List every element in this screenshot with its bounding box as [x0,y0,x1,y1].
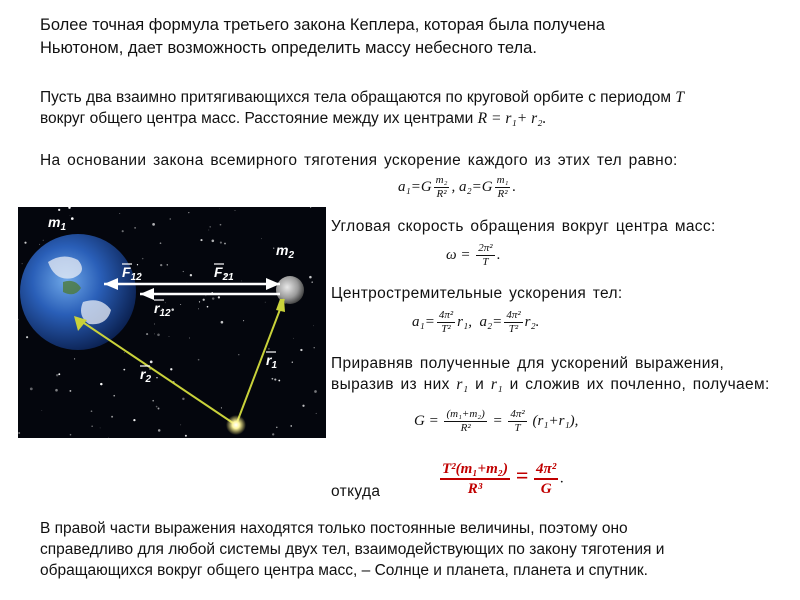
star [154,334,155,335]
equation-omega [446,242,500,269]
label-r2: $r_2$ [140,366,152,385]
omega-end: . [496,246,501,263]
star [206,295,207,296]
star [198,309,199,310]
distance-formula: R = r₁+ r₂. [477,110,547,127]
label-r1: $r_1$ [266,352,278,371]
star [185,435,187,437]
eq-end: . [512,178,517,195]
star [22,263,23,264]
cent-frac-1 [437,309,455,336]
star [302,405,304,407]
setup-paragraph [40,87,684,129]
vector-bars [122,264,276,366]
setup-line-1 [40,87,684,108]
star [150,361,153,364]
star [207,306,209,308]
star [18,432,20,434]
star [18,319,19,321]
label-f21: $F_{21}$ [214,264,234,283]
g-frac-2 [508,408,526,435]
star [265,302,266,303]
star [224,243,226,245]
star [208,230,209,231]
g-den-1: R² [460,422,471,434]
final-eq: = [515,462,529,488]
star [188,212,189,213]
cent-a2: a₂= [479,313,503,330]
star [212,297,214,299]
equate-line-1: Приравняв полученные для ускорений выражения, [331,355,725,372]
g-eq: = [492,412,503,429]
star [182,398,184,400]
centripetal-text: Центростремительные ускорения тел: [331,285,623,302]
intro-line-1: Более точная формула третьего закона Кеплера, которая была получена [40,16,605,34]
star [133,419,135,421]
star [199,301,200,302]
star [274,379,276,381]
star [219,208,220,209]
earth-planet [20,234,136,350]
star [218,296,220,298]
star [221,407,222,408]
star [243,320,244,321]
star [278,380,280,382]
star [292,362,293,363]
star [74,358,75,359]
star [169,336,170,337]
intro-paragraph [40,14,605,60]
equation-accelerations [398,174,516,201]
cent-a1: a₁= [412,313,435,330]
star [314,390,317,393]
eq-a1-fraction [434,174,450,201]
conclusion-line-3: обращающихся вокруг общего центра масс, – Солнце и планета, планета и спутник. [40,562,648,579]
star [313,325,314,326]
eq-sep: , [451,178,456,195]
star [137,264,138,265]
g-lhs: G = [414,412,439,429]
star [39,244,40,245]
intro-line-2: Ньютоном, дает возможность определить массу небесного тела. [40,39,537,57]
period-symbol: T [675,89,684,106]
star [100,383,102,385]
star [276,427,277,428]
star [198,359,200,361]
eq-a1-den: R² [436,188,447,200]
setup-line-2 [40,108,684,129]
label-f12: $F_{12}$ [122,264,142,283]
star [180,304,181,305]
star [160,264,162,266]
star [220,242,222,244]
star [92,426,93,427]
eq-a2-fraction [495,174,511,201]
star [203,299,205,301]
conclusion-line-1: В правой части выражения находятся только постоянные величины, поэтому оно [40,520,628,537]
g-den-2: T [514,422,521,434]
cent-den-2: T² [508,323,519,335]
equate-line-2c: и сложив их почленно, получаем: [509,376,770,393]
conclusion-line-2: справедливо для любой системы двух тел, взаимодействующих по закону тяготения и [40,541,665,558]
cent-r2: r₂. [524,313,540,330]
star [152,223,155,226]
equate-and: и [475,376,485,393]
star [157,334,160,337]
star [293,338,294,339]
star [113,395,115,397]
star [314,347,315,348]
star [154,324,155,325]
star [273,248,274,249]
star [134,227,136,229]
center-of-mass [226,415,246,435]
star [56,374,58,376]
star [58,209,60,211]
eq-a2-lhs: a₂=G [458,178,493,195]
g-num-2: 4π² [510,408,525,420]
omega-num: 2π² [478,242,493,254]
star [180,425,181,426]
star [261,238,262,239]
star [111,416,113,418]
star [190,274,192,276]
star [108,437,109,438]
eq-a1-lhs: a₁=G [398,178,432,195]
final-end: . [560,470,564,487]
star [290,425,291,426]
star [309,276,312,279]
equate-r1: r₁ [456,376,469,393]
star [235,210,236,211]
star [170,368,172,370]
setup-line-2-text: вокруг общего центра масс. Расстояние между их центрами [40,110,474,127]
setup-line-1-text: Пусть два взаимно притягивающихся тела обращаются по круговой орбите с периодом [40,89,672,106]
star [124,352,125,353]
star [171,308,174,311]
g-rhs: (r₁+r₁), [532,412,579,429]
equate-line-2a: выразив из них [331,376,450,393]
star [160,242,162,244]
star [183,271,184,272]
star [100,428,101,429]
g-frac-1 [444,408,486,435]
final-num-2: 4π² [534,460,558,480]
star [43,240,44,241]
star [152,400,154,402]
star [212,240,215,243]
star [71,217,74,220]
star [220,224,222,226]
eq-a2-num: m₁ [496,174,509,186]
equation-final [438,460,564,498]
omega-den: T [482,256,489,268]
star [167,264,168,265]
label-r12: $r_{12}$ [154,300,171,319]
star [238,354,239,355]
star [310,207,311,208]
star [58,373,60,375]
star [165,302,166,303]
equate-line-2 [331,374,770,395]
final-frac-1 [440,460,510,498]
cent-frac-2 [504,309,522,336]
star [70,434,72,436]
eq-a2-den: R² [497,188,508,200]
two-body-orbit-figure [18,207,326,438]
star [24,242,26,244]
star [119,213,120,214]
eq-a1-num: m₂ [435,174,448,186]
star [55,389,58,392]
final-frac-2 [534,460,558,498]
star [70,215,71,216]
star [156,377,157,378]
gravity-line: На основании закона всемирного тяготения ускорение каждого из этих тел равно: [40,152,678,169]
star [158,429,161,432]
star [170,218,171,219]
orbit-diagram [18,207,326,438]
whence-word: откуда [331,483,381,500]
star [272,378,274,380]
omega-fraction [476,242,494,269]
final-num-1: T²(m₁+m₂) [440,460,510,480]
equate-paragraph [331,353,770,395]
equate-r2: r₁ [490,376,503,393]
arrow-r1-head [276,299,285,312]
star [30,388,33,391]
star [156,406,158,408]
star [69,390,71,392]
star [123,369,125,371]
star [272,433,274,435]
star [189,338,190,339]
arrow-r12-head [140,288,154,300]
conclusion-paragraph [40,518,664,581]
star [122,230,124,232]
star [268,348,270,350]
final-den-2: G [540,481,552,497]
angular-velocity-text: Угловая скорость обращения вокруг центра масс: [331,218,716,235]
star [158,408,160,410]
star [68,207,70,209]
star [300,349,302,351]
star [26,336,28,338]
g-num-1: (m₁+m₂) [446,408,485,420]
star [241,281,242,282]
cent-num-2: 4π² [506,309,521,321]
star [316,413,317,414]
star [209,226,210,227]
star [221,321,224,324]
cent-num-1: 4π² [438,309,454,321]
cent-den-1: T² [441,323,451,335]
star [91,410,93,412]
equation-G [414,408,578,435]
star [146,333,148,335]
equation-centripetal [412,309,539,336]
label-m1: $m_1$ [48,214,67,233]
star [142,258,143,259]
label-m2: $m_2$ [276,242,295,261]
star [41,410,42,411]
final-den-1: R³ [467,481,483,497]
star [311,281,313,283]
omega-lhs: ω = [446,246,471,263]
cent-r1: r₁, [457,313,472,330]
r2-vector [78,319,236,425]
star [200,239,202,241]
